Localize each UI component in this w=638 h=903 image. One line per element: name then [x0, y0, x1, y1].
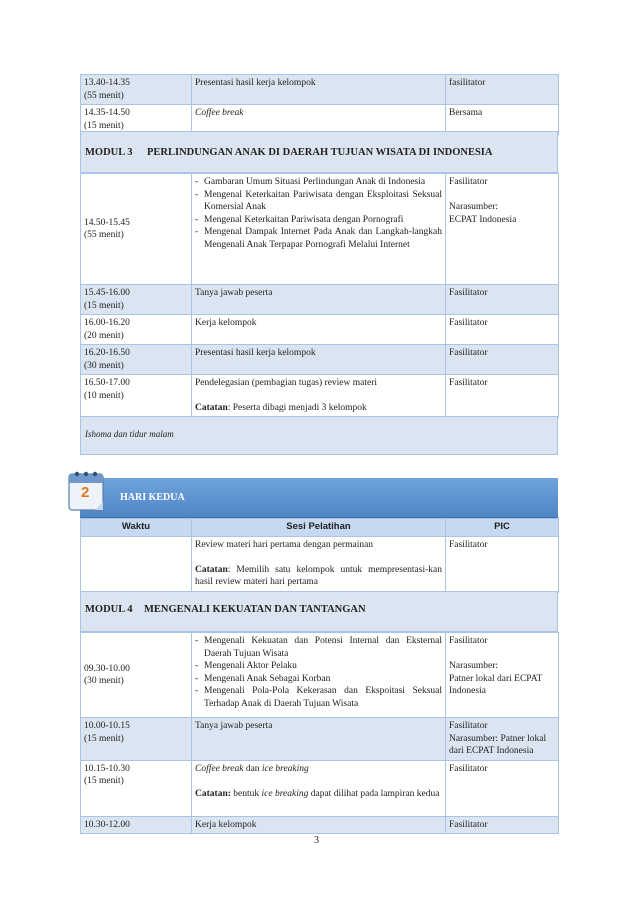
table-row: [81, 174, 559, 285]
duration-cell: (30 menit): [84, 360, 124, 371]
pic-cell: Fasilitator: [449, 636, 488, 646]
time-cell: 10.15-10.30: [84, 763, 130, 774]
table-row: [81, 345, 559, 375]
time-cell: [81, 536, 192, 592]
activity-cell: Review materi hari pertama dengan permainan: [195, 539, 374, 550]
table-row: [81, 105, 559, 135]
pic-cell: Fasilitator: [446, 375, 559, 418]
duration-cell: (15 menit): [84, 300, 124, 311]
schedule-table-day2: [80, 518, 559, 593]
activity-cell: Presentasi hasil kerja kelompok: [192, 345, 446, 375]
time-cell: 16.50-17.00: [84, 378, 130, 388]
modul4-header: [80, 591, 558, 632]
pic-cell: Bersama: [446, 105, 559, 135]
table-row: [81, 718, 559, 761]
table-row: [81, 633, 559, 718]
time-cell: 14.35-14.50: [84, 108, 130, 118]
page-number: 3: [314, 835, 319, 846]
table-row: [81, 285, 559, 315]
topic-list: [195, 176, 442, 251]
modul-label: MODUL 3: [85, 147, 133, 158]
pic-speaker: Patner lokal dari ECPAT Indonesia: [449, 673, 543, 696]
pic-cell: Fasilitator: [446, 285, 559, 315]
pic-speaker-label: Narasumber:: [449, 202, 499, 212]
activity-cell-2: ice breaking: [261, 763, 309, 774]
pic-cell: Fasilitator: [446, 536, 559, 592]
time-cell: 14.50-15.45: [84, 217, 130, 228]
list-item: - Mengenali Aktor Pelaku: [195, 660, 442, 673]
note-label: Catatan: [195, 564, 228, 575]
list-item: - Gambaran Umum Situasi Perlindungan Anak di Indonesia: [195, 176, 442, 189]
activity-cell: Tanya jawab peserta: [192, 285, 446, 315]
time-cell: 10.30-12.00: [81, 816, 192, 834]
note-text: : Peserta dibagi menjadi 3 kelompok: [227, 403, 367, 413]
duration-cell: (30 menit): [84, 676, 124, 686]
duration-cell: (10 menit): [84, 390, 124, 401]
note-text-end: dapat dilihat pada lampiran kedua: [308, 788, 440, 799]
modul3-header: [80, 131, 558, 173]
list-item: - Mengenal Keterkaitan Pariwisata dengan Eksploitasi Seksual Komersial Anak: [195, 189, 442, 214]
pic-cell: Fasilitator: [446, 760, 559, 816]
list-item: - Mengenali Kekuatan dan Potensi Internal dan Eksternal Daerah Tujuan Wisata: [195, 635, 442, 660]
duration-cell: (55 menit): [84, 230, 124, 240]
modul-title: PERLINDUNGAN ANAK DI DAERAH TUJUAN WISATA DI INDONESIA: [147, 147, 493, 158]
column-header-session: Sesi Pelatihan: [192, 519, 446, 537]
pic-cell: Fasilitator: [446, 816, 559, 834]
time-cell: 13.40-14.35: [84, 78, 130, 88]
duration-cell: (15 menit): [84, 733, 124, 744]
table-row: [81, 536, 559, 592]
ishoma-text: Ishoma dan tidur malam: [85, 429, 174, 439]
day2-banner: [80, 478, 558, 518]
column-header-pic: PIC: [446, 519, 559, 537]
duration-cell: (55 menit): [84, 90, 124, 101]
schedule-table-top: [80, 74, 559, 135]
pic-speaker: ECPAT Indonesia: [449, 214, 517, 225]
time-cell: 10.00-10.15: [84, 721, 130, 731]
list-item: - Mengenal Dampak Internet Pada Anak dan Langkah-langkah Mengenali Anak Terpapar Pornografi Melalui Internet: [195, 226, 442, 251]
ishoma-row: [80, 416, 558, 455]
table-row: [81, 816, 559, 834]
activity-cell: Kerja kelompok: [192, 816, 446, 834]
pic-cell: Fasilitator: [446, 345, 559, 375]
note-text: bentuk: [230, 788, 262, 799]
activity-connector: dan: [243, 763, 262, 774]
list-item: - Mengenal Keterkaitan Pariwisata dengan Pornografi: [195, 214, 442, 227]
list-item: - Mengenali Anak Sebagai Korban: [195, 673, 442, 686]
note-label: Catatan:: [195, 788, 231, 799]
pic-speaker-label: Narasumber:: [449, 661, 499, 671]
duration-cell: (20 menit): [84, 330, 124, 341]
modul-title: MENGENALI KEKUATAN DAN TANTANGAN: [144, 604, 366, 615]
pic-cell: Fasilitator: [449, 177, 488, 187]
modul-label: MODUL 4: [85, 604, 133, 615]
time-cell: 09.30-10.00: [84, 663, 130, 674]
pic-cell: Fasilitator: [446, 315, 559, 345]
calendar-icon: [66, 466, 106, 514]
time-cell: 15.45-16.00: [84, 288, 130, 298]
table-row: [81, 375, 559, 418]
activity-cell: Coffee break: [192, 105, 446, 135]
note-text: : Memilih satu kelompok untuk mempresentasi-kan hasil review materi hari pertama: [195, 564, 442, 587]
activity-cell: Tanya jawab peserta: [192, 718, 446, 761]
day2-title: HARI KEDUA: [120, 492, 185, 503]
table-row: [81, 315, 559, 345]
activity-cell: Presentasi hasil kerja kelompok: [192, 75, 446, 105]
note-label: Catatan: [195, 403, 228, 413]
table-row: [81, 75, 559, 105]
schedule-table-modul3: [80, 173, 559, 418]
day-number: 2: [81, 484, 90, 501]
pic-speaker: Narasumber: Patner lokal dari ECPAT Indonesia: [449, 733, 547, 756]
list-item: - Mengenali Pola-Pola Kekerasan dan Ekspoitasi Seksual Terhadap Anak di Daerah Tujuan Wisata: [195, 685, 442, 710]
activity-cell: Kerja kelompok: [192, 315, 446, 345]
column-header-time: Waktu: [81, 519, 192, 537]
time-cell: 16.00-16.20: [84, 318, 130, 328]
activity-cell: Coffee break: [195, 763, 244, 774]
note-text-italic: ice breaking: [261, 788, 309, 799]
pic-cell: fasilitator: [446, 75, 559, 105]
duration-cell: (15 menit): [84, 776, 124, 786]
table-header-row: [81, 519, 559, 537]
time-cell: 16.20-16.50: [84, 348, 130, 358]
activity-cell: Pendelegasian (pembagian tugas) review materi: [195, 378, 378, 388]
topic-list: [195, 635, 442, 710]
schedule-table-modul4: [80, 632, 559, 834]
duration-cell: (15 menit): [84, 120, 124, 131]
pic-cell: Fasilitator: [449, 721, 488, 731]
table-row: [81, 760, 559, 816]
